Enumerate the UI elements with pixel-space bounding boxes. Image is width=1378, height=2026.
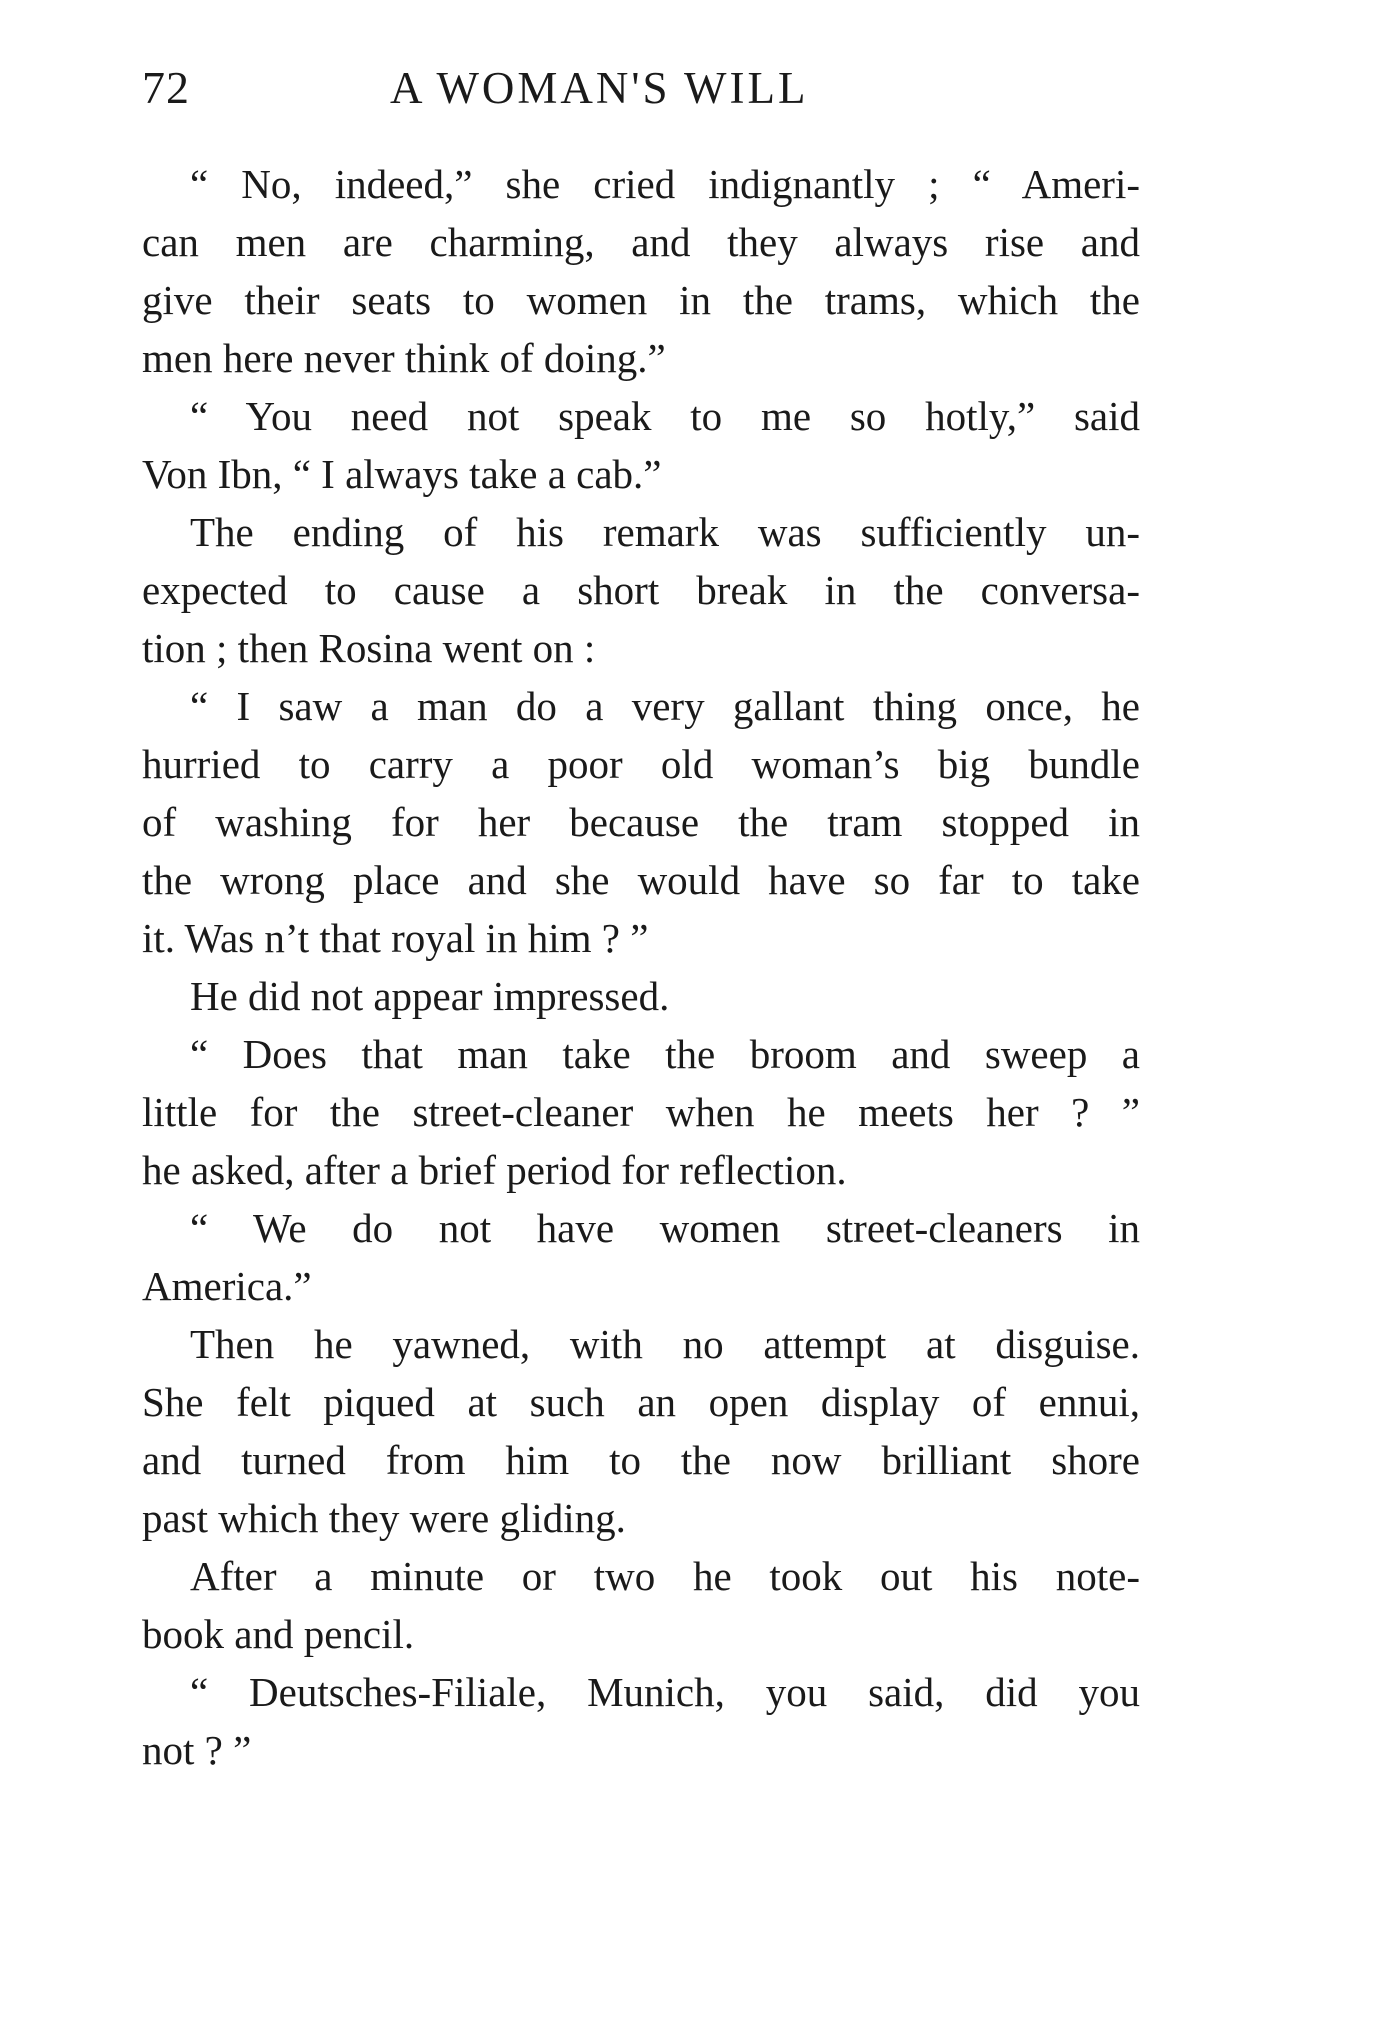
- text-line: hurried to carry a poor old woman’s big bundle: [142, 741, 1140, 787]
- text-line: it. Was n’t that royal in him ? ”: [142, 915, 649, 961]
- text-line: book and pencil.: [142, 1611, 415, 1657]
- text-line: He did not appear impressed.: [190, 973, 670, 1019]
- text-line: he asked, after a brief period for reflection.: [142, 1147, 847, 1193]
- text-line: She felt piqued at such an open display of ennui,: [142, 1379, 1140, 1425]
- text-line: the wrong place and she would have so far to take: [142, 857, 1140, 903]
- text-line: of washing for her because the tram stopped in: [142, 799, 1140, 845]
- text-line: can men are charming, and they always rise and: [142, 219, 1140, 265]
- page-number: 72: [142, 62, 190, 113]
- text-line: “ You need not speak to me so hotly,” said: [190, 393, 1140, 439]
- text-line: Von Ibn, “ I always take a cab.”: [142, 451, 662, 497]
- text-line: America.”: [142, 1263, 312, 1309]
- running-head: A WOMAN'S WILL: [390, 63, 809, 113]
- text-line: “ Does that man take the broom and sweep a: [190, 1031, 1140, 1077]
- text-line: After a minute or two he took out his note-: [190, 1553, 1140, 1599]
- text-line: “ I saw a man do a very gallant thing once, he: [190, 683, 1140, 729]
- text-line: men here never think of doing.”: [142, 335, 666, 381]
- text-line: and turned from him to the now brilliant shore: [142, 1437, 1140, 1483]
- text-line: expected to cause a short break in the conversa-: [142, 567, 1140, 613]
- text-line: give their seats to women in the trams, which the: [142, 277, 1140, 323]
- text-line: “ Deutsches-Filiale, Munich, you said, did you: [190, 1669, 1140, 1715]
- text-line: The ending of his remark was sufficiently un-: [190, 509, 1140, 555]
- text-line: not ? ”: [142, 1727, 252, 1773]
- text-line: little for the street-cleaner when he meets her ? ”: [142, 1089, 1140, 1135]
- text-line: tion ; then Rosina went on :: [142, 625, 596, 671]
- body-text: [142, 155, 1140, 1779]
- text-line: “ We do not have women street-cleaners in: [190, 1205, 1140, 1251]
- page-header: [142, 58, 1140, 118]
- text-line: “ No, indeed,” she cried indignantly ; “ Ameri-: [190, 161, 1140, 207]
- text-line: past which they were gliding.: [142, 1495, 626, 1541]
- text-line: Then he yawned, with no attempt at disguise.: [190, 1321, 1140, 1367]
